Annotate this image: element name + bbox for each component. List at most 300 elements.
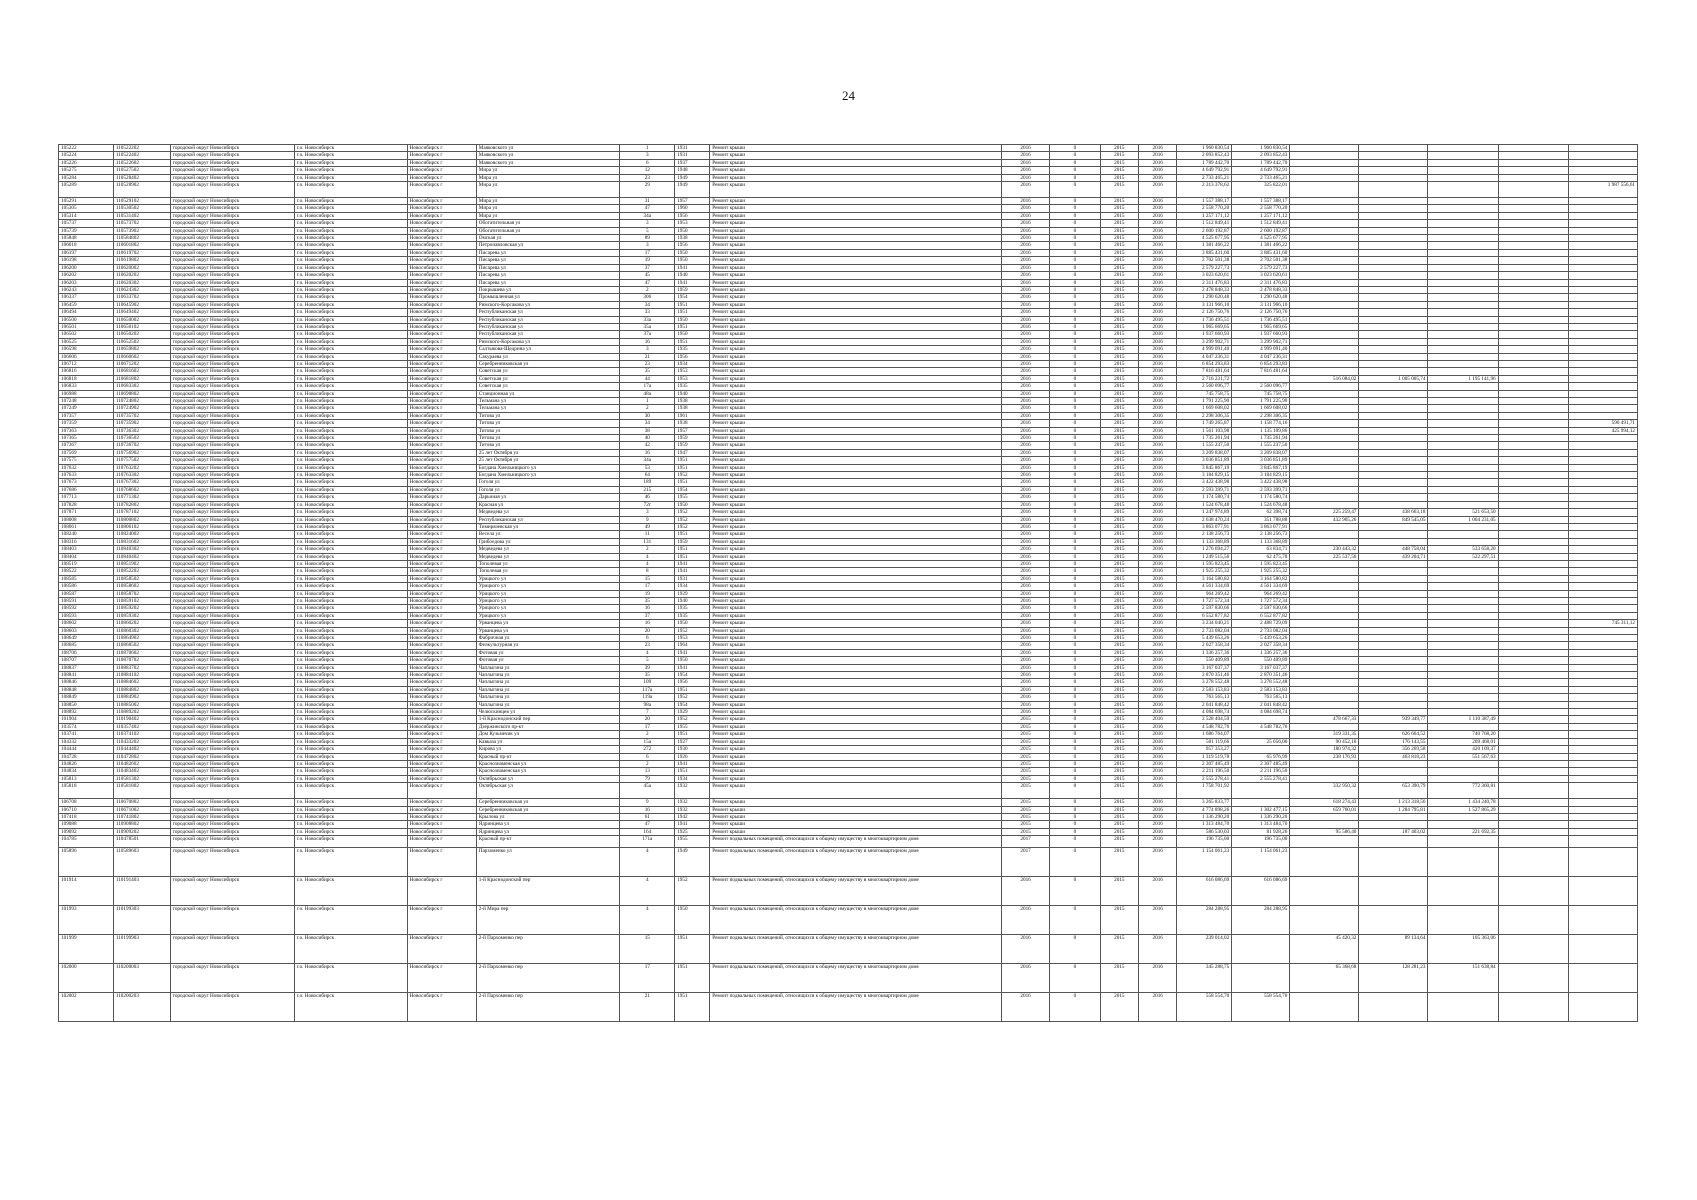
row-cost-fund [1232,375,1290,382]
row-empty-b [1498,560,1568,567]
row-work: Ремонт крыши [710,294,1002,301]
row-total-cost: 2 555 278,41 [1177,775,1232,782]
row-code: 110868502 [113,642,170,649]
row-settlement: г.о. Новосибирск [294,783,407,799]
row-cost-d [1428,435,1498,442]
row-plan-year: 2016 [1001,906,1049,935]
row-year-from: 2015 [1100,701,1138,708]
row-zero: 0 [1050,753,1100,760]
row-work: Ремонт крыши [710,709,1002,716]
row-id: 101999 [59,935,114,964]
row-code: 110831602 [113,538,170,545]
row-street: Челюскинцев ул [476,709,620,716]
row-house: 47 [620,279,675,286]
row-street: 25 лет Октября ул [476,449,620,456]
row-city: Новосибирск г [407,198,476,205]
row-settlement: г.о. Новосибирск [294,649,407,656]
row-empty-b [1498,836,1568,848]
row-plan-year: 2016 [1001,249,1049,256]
row-cost-c: 849 545,05 [1359,516,1428,523]
row-cost-b [1290,568,1359,575]
row-street: Маяковского ул [476,145,620,152]
row-year-to: 2016 [1139,649,1177,656]
row-year-to: 2016 [1139,657,1177,664]
row-year-to: 2016 [1139,821,1177,828]
row-cost-d [1428,323,1498,330]
row-code: 110433202 [113,738,170,745]
row-house: 272 [620,746,675,753]
row-cost-e [1568,821,1637,828]
row-id: 108603 [59,627,114,634]
row-total-cost: 196 735,00 [1177,836,1232,848]
row-street: Чаплыгина ул [476,686,620,693]
row-id: 107418 [59,813,114,820]
table-row [59,338,1638,345]
row-plan-year: 2016 [1001,331,1049,338]
row-cost-fund: 196 735,00 [1232,836,1290,848]
row-cost-b [1290,523,1359,530]
row-settlement: г.о. Новосибирск [294,509,407,516]
row-total-cost: 2 870 351,46 [1177,672,1232,679]
row-city: Новосибирск г [407,597,476,604]
row-empty-a: 1932 [675,799,710,806]
row-district: городской округ Новосибирск [170,836,294,848]
row-settlement: г.о. Новосибирск [294,523,407,530]
row-zero: 0 [1050,449,1100,456]
row-zero: 0 [1050,686,1100,693]
row-year-to: 2016 [1139,964,1177,993]
row-code: 110190402 [113,716,170,723]
row-cost-b [1290,331,1359,338]
row-cost-d [1428,531,1498,538]
row-settlement: г.о. Новосибирск [294,152,407,159]
row-settlement: г.о. Новосибирск [294,731,407,738]
row-empty-a: 1941 [675,664,710,671]
row-year-to: 2016 [1139,553,1177,560]
row-empty-a: 1938 [675,420,710,427]
row-house: 189 [620,479,675,486]
row-plan-year: 2016 [1001,635,1049,642]
row-cost-d [1428,346,1498,353]
row-code: 110199903 [113,935,170,964]
row-empty-b [1498,694,1568,701]
row-code: 110660602 [113,353,170,360]
row-empty-b [1498,731,1568,738]
row-year-from: 2015 [1100,590,1138,597]
row-cost-c [1359,635,1428,642]
table-row [59,227,1638,234]
table-row [59,509,1638,516]
row-cost-b [1290,583,1359,590]
repair-register-table [58,144,1638,1022]
row-plan-year: 2016 [1001,235,1049,242]
row-street: Фабричная ул [476,635,620,642]
row-street: Писарева ул [476,279,620,286]
row-cost-fund: 3 885 431,60 [1232,249,1290,256]
row-zero: 0 [1050,257,1100,264]
row-empty-b [1498,906,1568,935]
row-cost-b [1290,993,1359,1022]
row-district: городской округ Новосибирск [170,152,294,159]
row-zero: 0 [1050,501,1100,508]
row-plan-year: 2016 [1001,568,1049,575]
row-street: Крылова ул [476,813,620,820]
row-house: 6 [620,635,675,642]
row-code: 110601802 [113,242,170,249]
row-house: 6 [620,753,675,760]
table-row [59,620,1638,627]
row-street: Урицкого ул [476,605,620,612]
table-row [59,612,1638,619]
row-empty-b [1498,806,1568,813]
row-plan-year: 2016 [1001,686,1049,693]
row-cost-b [1290,242,1359,249]
row-settlement: г.о. Новосибирск [294,738,407,745]
row-total-cost: 763 565,13 [1177,694,1232,701]
row-cost-b [1290,442,1359,449]
row-cost-c [1359,768,1428,775]
row-code: 110681802 [113,375,170,382]
row-empty-a: 1950 [675,257,710,264]
row-cost-b [1290,198,1359,205]
row-house: 16 [620,605,675,612]
row-street: Республиканская ул [476,316,620,323]
row-cost-e [1568,145,1637,152]
row-cost-fund: 3 422 438,98 [1232,479,1290,486]
row-zero: 0 [1050,182,1100,198]
row-empty-b [1498,257,1568,264]
row-settlement: г.о. Новосибирск [294,375,407,382]
row-city: Новосибирск г [407,479,476,486]
row-total-cost: 3 278 552,48 [1177,679,1232,686]
row-cost-e [1568,877,1637,906]
row-cost-fund: 2 560 096,77 [1232,383,1290,390]
row-cost-fund: 1 336 257,36 [1232,649,1290,656]
row-empty-a: 1932 [675,783,710,799]
row-id: 101993 [59,906,114,935]
row-district: городской округ Новосибирск [170,723,294,730]
row-zero: 0 [1050,316,1100,323]
row-district: городской округ Новосибирск [170,531,294,538]
row-cost-d [1428,657,1498,664]
row-code: 110735902 [113,420,170,427]
row-cost-b: 319 331,35 [1290,731,1359,738]
row-cost-c [1359,205,1428,212]
row-code: 110858502 [113,575,170,582]
row-empty-a: 1950 [675,316,710,323]
row-cost-b [1290,821,1359,828]
row-code: 110885002 [113,701,170,708]
row-cost-e [1568,272,1637,279]
row-cost-b [1290,145,1359,152]
row-code: 110374102 [113,731,170,738]
row-year-to: 2016 [1139,353,1177,360]
table-row [59,716,1638,723]
row-code: 110528902 [113,182,170,198]
row-street: Мира ул [476,167,620,174]
row-cost-d [1428,612,1498,619]
row-cost-fund: 1 257 171,12 [1232,212,1290,219]
row-cost-e [1568,227,1637,234]
row-district: городской округ Новосибирск [170,964,294,993]
row-cost-b [1290,501,1359,508]
row-house: 15а [620,738,675,745]
table-row [59,723,1638,730]
row-cost-e [1568,486,1637,493]
row-empty-b [1498,553,1568,560]
row-house: 20 [620,716,675,723]
row-street: Медведева ул [476,546,620,553]
row-empty-b [1498,664,1568,671]
row-code: 110573902 [113,227,170,234]
row-total-cost: 3 036 851,89 [1177,457,1232,464]
row-id: 103574 [59,723,114,730]
row-cost-e [1568,723,1637,730]
row-work: Ремонт крыши [710,435,1002,442]
row-settlement: г.о. Новосибирск [294,575,407,582]
row-house: 39 [620,664,675,671]
row-work: Ремонт крыши [710,760,1002,767]
row-cost-c [1359,457,1428,464]
row-plan-year: 2015 [1001,760,1049,767]
row-district: городской округ Новосибирск [170,993,294,1022]
row-settlement: г.о. Новосибирск [294,746,407,753]
row-code: 110884802 [113,686,170,693]
table-row [59,848,1638,877]
row-district: городской округ Новосибирск [170,813,294,820]
row-street: Гоголя ул [476,479,620,486]
row-cost-c [1359,368,1428,375]
row-house: 48а [620,390,675,397]
row-empty-a: 1930 [675,746,710,753]
row-work: Ремонт крыши [710,664,1002,671]
row-settlement: г.о. Новосибирск [294,760,407,767]
table-row [59,449,1638,456]
row-work: Ремонт крыши [710,716,1002,723]
row-city: Новосибирск г [407,642,476,649]
row-cost-fund: 1 512 849,41 [1232,220,1290,227]
row-work: Ремонт крыши [710,249,1002,256]
row-empty-a: 1950 [675,227,710,234]
row-cost-e [1568,768,1637,775]
table-row [59,360,1638,367]
row-street: Урванцева ул [476,627,620,634]
row-cost-c [1359,442,1428,449]
table-row [59,731,1638,738]
row-cost-d [1428,457,1498,464]
row-total-cost: 4 525 677,95 [1177,235,1232,242]
row-empty-b [1498,775,1568,782]
row-city: Новосибирск г [407,731,476,738]
table-row [59,701,1638,708]
row-year-to: 2016 [1139,486,1177,493]
row-street: Советская ул [476,368,620,375]
row-empty-a: 1940 [675,390,710,397]
row-plan-year: 2016 [1001,531,1049,538]
row-work: Ремонт крыши [710,783,1002,799]
row-empty-a: 1934 [675,775,710,782]
row-settlement: г.о. Новосибирск [294,420,407,427]
row-district: городской округ Новосибирск [170,649,294,656]
row-empty-a: 1949 [675,174,710,181]
row-work: Ремонт крыши [710,182,1002,198]
row-id: 108240 [59,531,114,538]
row-total-cost: 3 863 077,91 [1177,523,1232,530]
row-cost-fund: 1 174 580,74 [1232,494,1290,501]
row-cost-b [1290,346,1359,353]
row-total-cost: 1 595 823,45 [1177,560,1232,567]
row-year-from: 2015 [1100,257,1138,264]
row-cost-d: 151 638,84 [1428,964,1498,993]
row-empty-a: 1929 [675,709,710,716]
row-district: городской округ Новосибирск [170,442,294,449]
row-city: Новосибирск г [407,174,476,181]
row-code: 110671002 [113,806,170,813]
row-empty-b [1498,449,1568,456]
row-house: 164 [620,828,675,835]
row-year-to: 2016 [1139,457,1177,464]
row-cost-d [1428,501,1498,508]
row-city: Новосибирск г [407,672,476,679]
row-house: 1 [620,145,675,152]
row-cost-d [1428,449,1498,456]
table-row [59,323,1638,330]
row-city: Новосибирск г [407,806,476,813]
row-cost-b [1290,398,1359,405]
row-cost-c [1359,212,1428,219]
row-year-from: 2015 [1100,167,1138,174]
row-empty-a: 1950 [675,906,710,935]
row-cost-b [1290,368,1359,375]
row-district: городской округ Новосибирск [170,686,294,693]
row-street: 1-й Краснодонский пер [476,877,620,906]
row-cost-b [1290,182,1359,198]
row-cost-e [1568,605,1637,612]
row-plan-year: 2016 [1001,316,1049,323]
row-total-cost: 239 014,02 [1177,935,1232,964]
row-zero: 0 [1050,472,1100,479]
row-house: 19 [620,257,675,264]
row-cost-d [1428,568,1498,575]
row-empty-b [1498,620,1568,627]
row-year-to: 2016 [1139,546,1177,553]
row-cost-d [1428,420,1498,427]
row-zero: 0 [1050,738,1100,745]
row-house: 45 [620,272,675,279]
row-empty-a: 1950 [675,620,710,627]
row-cost-fund: 1 736 495,51 [1232,316,1290,323]
row-cost-fund [1232,935,1290,964]
row-empty-a: 1950 [675,501,710,508]
row-city: Новосибирск г [407,723,476,730]
row-cost-c [1359,679,1428,686]
row-cost-b: 478 667,33 [1290,716,1359,723]
row-total-cost: 2 716 231,72 [1177,375,1232,382]
row-year-from: 2015 [1100,479,1138,486]
row-plan-year: 2016 [1001,583,1049,590]
row-id: 106203 [59,279,114,286]
row-year-to: 2016 [1139,390,1177,397]
row-code: 110756902 [113,449,170,456]
row-street: Красный пр-кт [476,753,620,760]
row-work: Ремонт крыши [710,145,1002,152]
row-total-cost: 6 552 877,82 [1177,612,1232,619]
row-street: Чаплыгина ул [476,672,620,679]
row-total-cost: 2 600 192,87 [1177,227,1232,234]
row-code: 110652502 [113,338,170,345]
row-cost-e [1568,279,1637,286]
row-cost-fund: 3 036 851,89 [1232,457,1290,464]
row-total-cost: 2 478 848,33 [1177,286,1232,293]
row-year-from: 2015 [1100,286,1138,293]
row-settlement: г.о. Новосибирск [294,309,407,316]
row-plan-year: 2016 [1001,174,1049,181]
row-total-cost: 1 313 484,70 [1177,821,1232,828]
row-code: 110736502 [113,435,170,442]
row-work: Ремонт крыши [710,405,1002,412]
row-total-cost: 1 381 466,22 [1177,242,1232,249]
row-plan-year: 2016 [1001,501,1049,508]
row-year-to: 2016 [1139,472,1177,479]
row-plan-year: 2016 [1001,546,1049,553]
row-id: 107367 [59,442,114,449]
row-cost-fund: 2 211 196,50 [1232,768,1290,775]
row-cost-b [1290,635,1359,642]
row-year-to: 2016 [1139,531,1177,538]
row-zero: 0 [1050,813,1100,820]
row-year-to: 2016 [1139,768,1177,775]
row-plan-year: 2016 [1001,605,1049,612]
row-empty-b [1498,235,1568,242]
row-settlement: г.о. Новосибирск [294,709,407,716]
row-district: городской округ Новосибирск [170,583,294,590]
row-code: 110824002 [113,531,170,538]
row-cost-b [1290,257,1359,264]
row-settlement: г.о. Новосибирск [294,442,407,449]
row-total-cost: 3 023 620,61 [1177,272,1232,279]
row-work: Ремонт крыши [710,375,1002,382]
row-zero: 0 [1050,649,1100,656]
row-settlement: г.о. Новосибирск [294,464,407,471]
row-empty-b [1498,627,1568,634]
row-district: городской округ Новосибирск [170,235,294,242]
table-row [59,568,1638,575]
row-id: 106500 [59,316,114,323]
row-cost-c [1359,405,1428,412]
row-city: Новосибирск г [407,649,476,656]
row-cost-b [1290,649,1359,656]
row-cost-e [1568,760,1637,767]
row-total-cost: 1 686 764,07 [1177,731,1232,738]
row-city: Новосибирск г [407,568,476,575]
row-cost-c [1359,309,1428,316]
table-row [59,167,1638,174]
row-id: 108522 [59,568,114,575]
row-total-cost: 284 288,95 [1177,906,1232,935]
row-year-from: 2015 [1100,672,1138,679]
row-id: 108587 [59,590,114,597]
row-total-cost: 1 555 237,50 [1177,442,1232,449]
row-id: 106494 [59,309,114,316]
row-zero: 0 [1050,205,1100,212]
row-cost-c [1359,538,1428,545]
row-year-from: 2015 [1100,716,1138,723]
row-id: 105226 [59,159,114,166]
row-zero: 0 [1050,368,1100,375]
row-zero: 0 [1050,286,1100,293]
row-code: 110483402 [113,768,170,775]
row-cost-c [1359,420,1428,427]
